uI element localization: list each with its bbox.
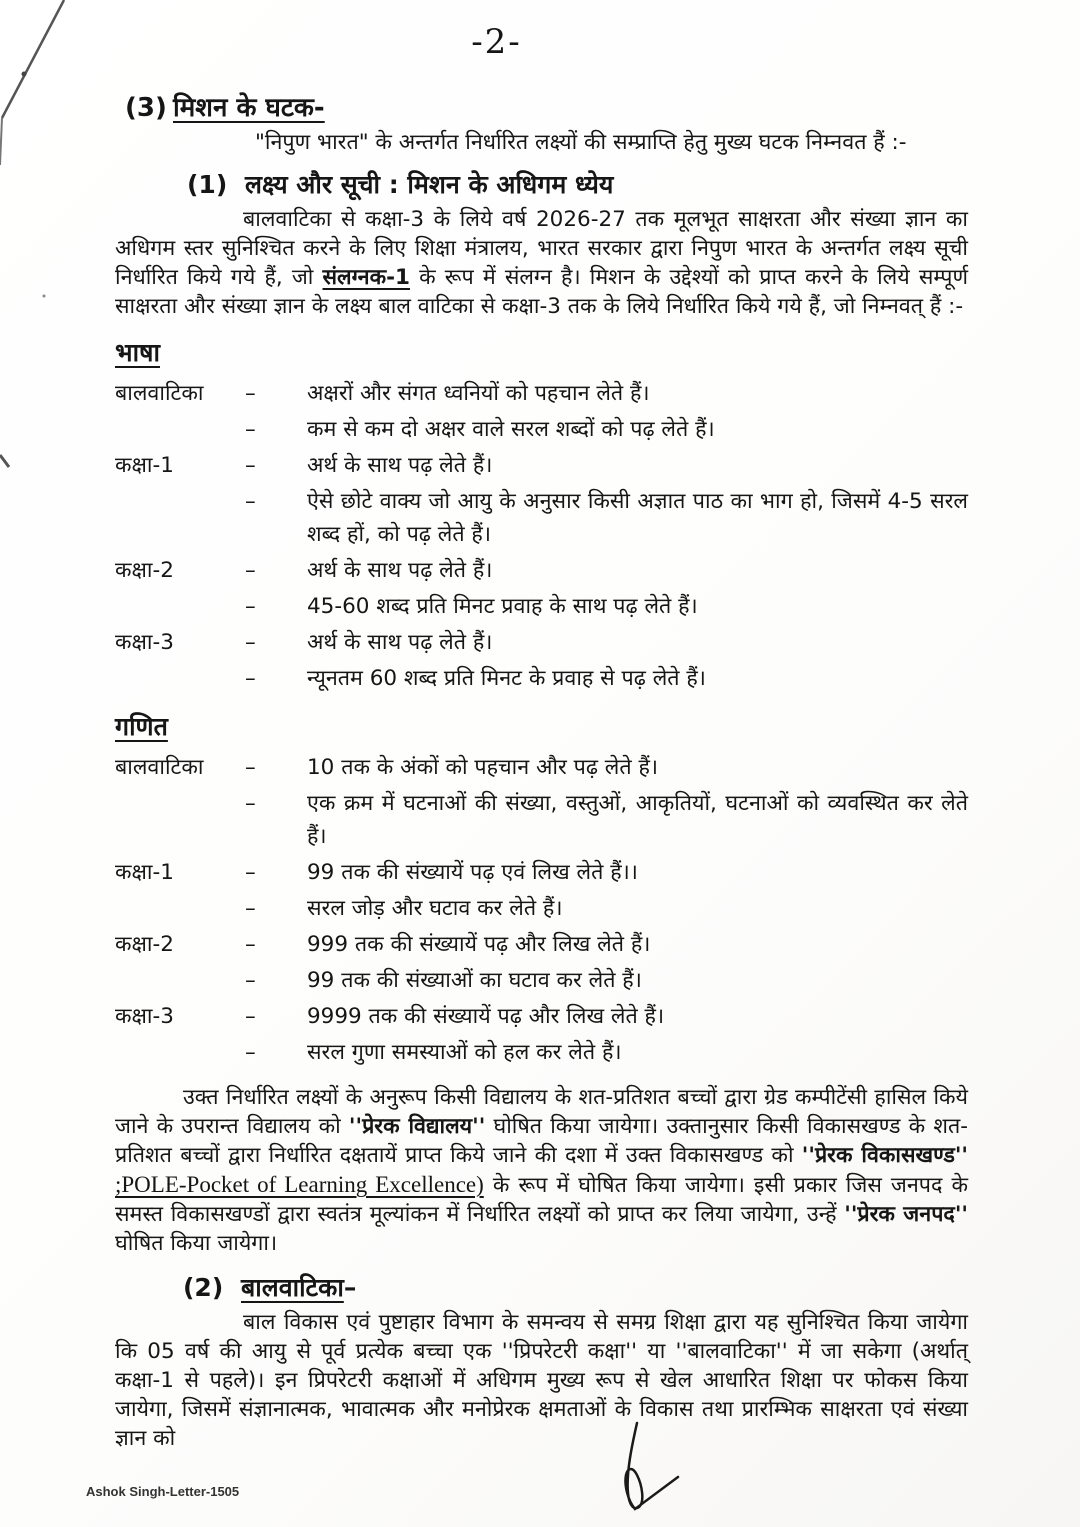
row-label [115,892,245,925]
subsection-1-number: (1) [187,170,228,199]
section-3-number: (3) [125,93,167,123]
section-2-number: (2) [183,1273,224,1302]
list-row [115,590,968,623]
ganit-heading: गणित [115,712,168,741]
row-text: 10 तक के अंकों को पहचान और पढ़ लेते हैं। [307,755,659,780]
row-label: कक्षा-1 [115,453,174,478]
list-row [115,662,968,695]
dash-marker: – [245,791,256,816]
row-text: एक क्रम में घटनाओं की संख्या, वस्तुओं, आकृतियों, घटनाओं को व्यवस्थित कर लेते हैं। [307,791,968,849]
targets-text-2: के रूप में संलग्न है। मिशन के उद्देश्यों को प्राप्त करने के लिये सम्पूर्ण साक्षरता और संख्या ज्ञान के लक्ष्य बाल वाटिका से कक्षा-3 तक के लिये निर्धारित किये गये हैं, जो निम्नवत् हैं :- [115,265,968,319]
row-text: 99 तक की संख्याओं का घटाव कर लेते हैं। [307,968,642,993]
dash-marker: – [245,1040,256,1065]
prerak-text-2: घोषित किया जायेगा। उक्तानुसार किसी विकासखण्ड के शत-प्रतिशत बच्चों द्वारा निर्धारित दक्षतायें प्राप्त किये जाने की दशा में उक्त विकासखण्ड को [115,1114,968,1168]
prerak-text-4: घोषित किया जायेगा। [115,1231,278,1256]
dash-marker: – [245,381,256,406]
row-text: ऐसे छोटे वाक्य जो आयु के अनुसार किसी अज्ञात पाठ का भाग हो, जिसमें 4-5 सरल शब्द हों, को पढ़ लेते हैं। [307,489,968,547]
row-label [115,964,245,997]
row-label: कक्षा-2 [115,558,174,583]
row-text: न्यूनतम 60 शब्द प्रति मिनट के प्रवाह से पढ़ लेते हैं। [307,666,706,691]
list-row [115,413,968,446]
dash-marker: – [245,932,256,957]
list-row [115,751,968,784]
row-text: 9999 तक की संख्यायें पढ़ और लिख लेते हैं। [307,1004,665,1029]
row-label [115,485,245,551]
dash-marker: – [245,968,256,993]
prerak-text-3: के रूप में घोषित किया जायेगा। इसी प्रकार जिस जनपद के समस्त विकासखण्डों द्वारा स्वतंत्र मूल्यांकन में निर्धारित लक्ष्यों को प्राप्त कर लिया जायेगा, उन्हें [115,1173,968,1227]
list-row [115,1000,968,1033]
bhasha-heading: भाषा [115,338,160,367]
footer-reference: Ashok Singh-Letter-1505 [86,1484,240,1499]
page-number: -2- [471,22,522,62]
list-row [115,377,968,410]
targets-paragraph [115,205,968,321]
ganit-list [115,751,968,1069]
row-text: अर्थ के साथ पढ़ लेते हैं। [307,453,493,478]
row-label [115,413,245,446]
dash-marker: – [245,1004,256,1029]
row-text: सरल गुणा समस्याओं को हल कर लेते हैं। [307,1040,622,1065]
row-label: बालवाटिका [115,381,204,406]
row-label: कक्षा-3 [115,1004,174,1029]
section-2-heading [115,1270,968,1304]
bhasha-list [115,377,968,695]
subsection-1-heading [115,167,968,201]
row-label [115,1036,245,1069]
balvatika-paragraph: बाल विकास एवं पुष्टाहार विभाग के समन्वय से समग्र शिक्षा द्वारा यह सुनिश्चित किया जायेगा कि 05 वर्ष की आयु से पूर्व प्रत्येक बच्चा एक ''प्रिपरेटरी कक्षा'' या ''बालवाटिका'' में जा सकेगा (अर्थात् कक्षा-1 से पहले)। इन प्रिपरेटरी कक्षाओं में अधिगम मुख्य रूप से खेल आधारित शिक्षा पर फोकस किया जायेगा, जिसमें संज्ञानात्मक, भावात्मक और मनोप्रेरक क्षमताओं के विकास तथा प्रारम्भिक साक्षरता एवं संख्या ज्ञान को [115,1310,968,1451]
row-text: 99 तक की संख्यायें पढ़ एवं लिख लेते हैं।। [307,860,638,885]
row-text: कम से कम दो अक्षर वाले सरल शब्दों को पढ़ लेते हैं। [307,417,715,442]
attachment-reference: संलग्नक-1 [322,265,410,290]
dash-marker: – [245,666,256,691]
row-label: कक्षा-2 [115,932,174,957]
pole-english-term: ;POLE-Pocket of Learning Excellence) [115,1172,484,1197]
intro-paragraph: "निपुण भारत" के अन्तर्गत निर्धारित लक्ष्यों की सम्प्राप्ति हेतु मुख्य घटक निम्नवत हैं :- [255,130,907,155]
list-row [115,964,968,997]
dash-marker: – [245,755,256,780]
section-2-title: बालवाटिका [241,1273,344,1302]
dash-marker: – [245,860,256,885]
dash-marker: – [245,558,256,583]
row-label [115,662,245,695]
dash-marker: – [245,417,256,442]
dash-marker: – [245,896,256,921]
list-row [115,928,968,961]
prerak-janpad-term: ''प्रेरक जनपद'' [844,1202,968,1227]
row-text: सरल जोड़ और घटाव कर लेते हैं। [307,896,563,921]
row-label [115,590,245,623]
fold-crease-mark [0,0,120,500]
list-row [115,626,968,659]
section-2-dash: – [343,1273,357,1302]
row-text: 999 तक की संख्यायें पढ़ और लिख लेते हैं। [307,932,651,957]
list-row [115,485,968,551]
row-label [115,787,245,853]
section-3-heading [115,88,968,124]
dash-marker: – [245,489,256,514]
list-row [115,554,968,587]
prerak-paragraph [115,1083,968,1258]
prerak-vikaskhand-term: ''प्रेरक विकासखण्ड'' [801,1143,968,1168]
list-row [115,1036,968,1069]
list-row [115,787,968,853]
row-text: अक्षरों और संगत ध्वनियों को पहचान लेते हैं। [307,381,650,406]
row-text: 45-60 शब्द प्रति मिनट प्रवाह के साथ पढ़ लेते हैं। [307,594,698,619]
row-label: बालवाटिका [115,755,204,780]
list-row [115,892,968,925]
list-row [115,856,968,889]
row-label: कक्षा-1 [115,860,174,885]
row-text: अर्थ के साथ पढ़ लेते हैं। [307,558,493,583]
prerak-text-1: उक्त निर्धारित लक्ष्यों के अनुरूप किसी विद्यालय के शत-प्रतिशत बच्चों द्वारा ग्रेड कम्पीटेंसी हासिल किये जाने के उपरान्त विद्यालय को [115,1085,968,1139]
list-row [115,449,968,482]
row-text: अर्थ के साथ पढ़ लेते हैं। [307,630,493,655]
subsection-1-title: लक्ष्य और सूची : मिशन के अधिगम ध्येय [245,170,614,199]
targets-text-1: बालवाटिका से कक्षा-3 के लिये वर्ष 2026-27 तक मूलभूत साक्षरता और संख्या ज्ञान का अधिगम स्तर सुनिश्चित करने के लिए शिक्षा मंत्रालय, भारत सरकार द्वारा निपुण भारत के अन्तर्गत लक्ष्य सूची निर्धारित किये गये हैं, जो [115,207,968,290]
row-label: कक्षा-3 [115,630,174,655]
prerak-vidyalaya-term: ''प्रेरक विद्यालय'' [348,1114,486,1139]
section-3-title: मिशन के घटक- [173,93,325,123]
dash-marker: – [245,453,256,478]
dash-marker: – [245,594,256,619]
dash-marker: – [245,630,256,655]
